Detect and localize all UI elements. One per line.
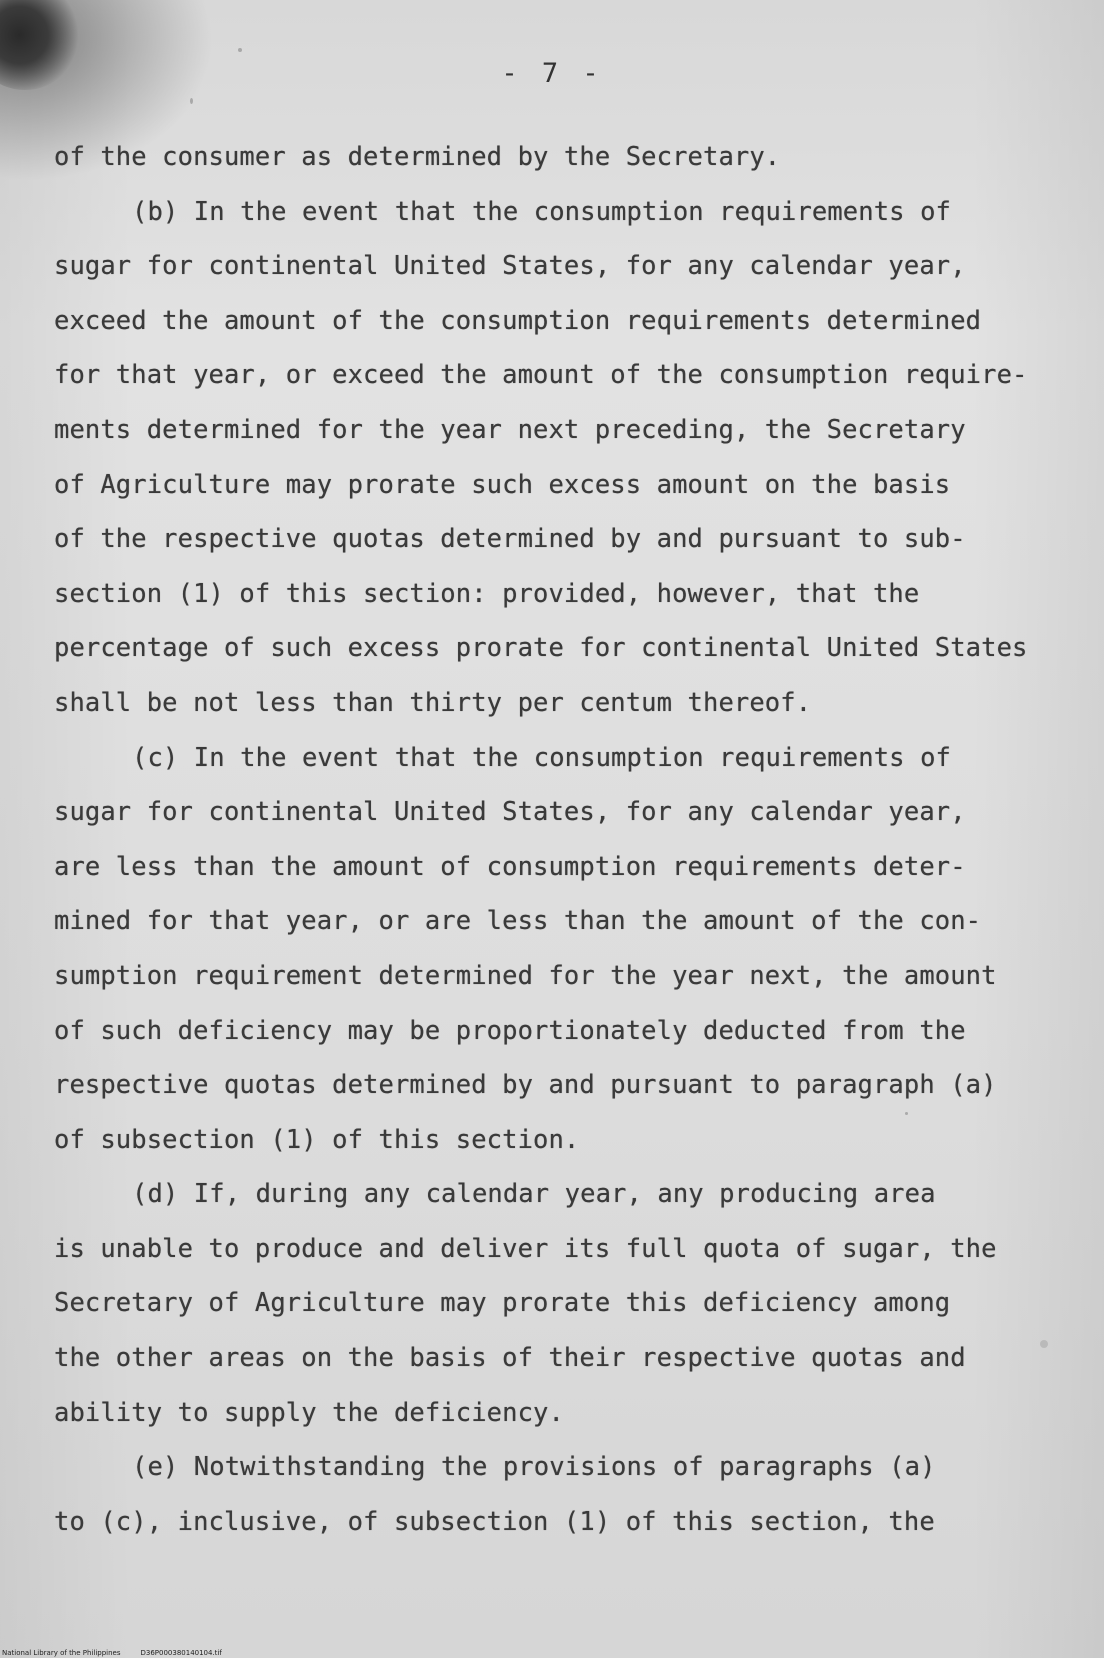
footer-library: National Library of the Philippines <box>2 1649 121 1657</box>
text-line: to (c), inclusive, of subsection (1) of this section, the <box>54 1506 935 1537</box>
text-line: sugar for continental United States, for any calendar year, <box>54 797 966 828</box>
text-line: of such deficiency may be proportionately deducted from the <box>54 1015 966 1046</box>
text-line: Secretary of Agriculture may prorate this deficiency among <box>54 1288 951 1319</box>
text-line: are less than the amount of consumption requirements deter- <box>54 851 966 882</box>
text-line: of the respective quotas determined by and pursuant to sub- <box>54 524 966 555</box>
body-text <box>54 130 1064 1549</box>
page-number: - 7 - <box>501 58 603 89</box>
footer-file-id: D36P000380140104.tif <box>140 1649 222 1657</box>
text-line: exceed the amount of the consumption requirements determined <box>54 305 982 336</box>
paragraph-c-start: (c) In the event that the consumption requirements of <box>132 742 951 773</box>
scan-speck <box>238 48 242 52</box>
text-line: mined for that year, or are less than the amount of the con- <box>54 906 982 937</box>
text-line: shall be not less than thirty per centum thereof. <box>54 687 812 718</box>
text-line: for that year, or exceed the amount of the consumption require- <box>54 360 1028 391</box>
paragraph-b-start: (b) In the event that the consumption requirements of <box>132 196 951 227</box>
paragraph-e-start: (e) Notwithstanding the provisions of paragraphs (a) <box>132 1452 936 1483</box>
paragraph-d-start: (d) If, during any calendar year, any producing area <box>132 1179 936 1210</box>
text-line: sugar for continental United States, for any calendar year, <box>54 251 966 282</box>
text-line: respective quotas determined by and pursuant to paragraph (a) <box>54 1070 997 1101</box>
scan-footer <box>2 1649 222 1657</box>
scan-speck <box>190 98 193 104</box>
text-line: section (1) of this section: provided, however, that the <box>54 578 920 609</box>
text-line: the other areas on the basis of their respective quotas and <box>54 1343 966 1374</box>
text-line: is unable to produce and deliver its full quota of sugar, the <box>54 1233 997 1264</box>
text-line: of Agriculture may prorate such excess amount on the basis <box>54 469 951 500</box>
text-line: of subsection (1) of this section. <box>54 1124 580 1155</box>
text-line: ments determined for the year next preceding, the Secretary <box>54 414 966 445</box>
text-line: ability to supply the deficiency. <box>54 1397 564 1428</box>
text-line: sumption requirement determined for the year next, the amount <box>54 960 997 991</box>
text-line: of the consumer as determined by the Secretary. <box>54 142 781 172</box>
text-line: percentage of such excess prorate for continental United States <box>54 633 1028 664</box>
